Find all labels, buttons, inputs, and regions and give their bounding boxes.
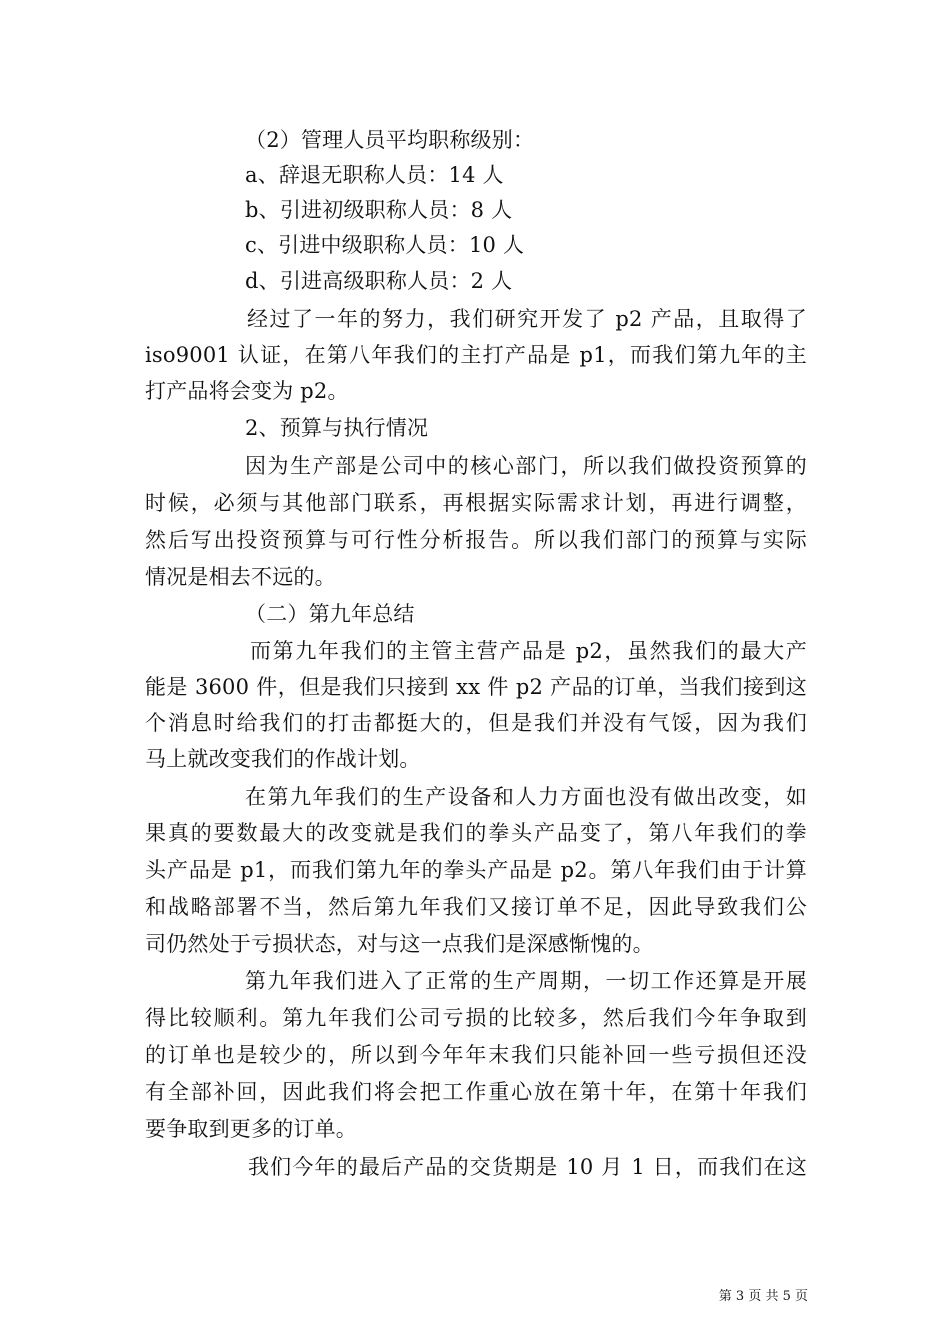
paragraph-line: 和战略部署不当，然后第九年我们又接订单不足，因此导致我们公 bbox=[145, 895, 807, 919]
paragraph-line: 在第九年我们的生产设备和人力方面也没有做出改变，如 bbox=[245, 785, 807, 809]
paragraph-line: 时候，必须与其他部门联系，再根据实际需求计划，再进行调整， bbox=[145, 491, 807, 515]
paragraph-line: 有全部补回，因此我们将会把工作重心放在第十年，在第十年我们 bbox=[145, 1080, 807, 1104]
paragraph-line: 能是 3600 件，但是我们只接到 xx 件 p2 产品的订单，当我们接到这 bbox=[145, 675, 807, 699]
paragraph-line: 我们今年的最后产品的交货期是 10 月 1 日，而我们在这 bbox=[248, 1155, 807, 1179]
list-item: d、引进高级职称人员：2 人 bbox=[245, 269, 513, 293]
page-number-footer: 第 3 页 共 5 页 bbox=[718, 1289, 808, 1304]
paragraph-line: 然后写出投资预算与可行性分析报告。所以我们部门的预算与实际 bbox=[145, 528, 807, 552]
paragraph-line: 打产品将会变为 p2。 bbox=[145, 379, 349, 403]
paragraph-line: 经过了一年的努力，我们研究开发了 p2 产品，且取得了 bbox=[247, 307, 807, 331]
paragraph-line: 而第九年我们的主管主营产品是 p2，虽然我们的最大产 bbox=[250, 639, 807, 663]
paragraph-line: 司仍然处于亏损状态，对与这一点我们是深感惭愧的。 bbox=[145, 932, 654, 956]
paragraph-line: 要争取到更多的订单。 bbox=[145, 1117, 357, 1141]
paragraph-line: 情况是相去不远的。 bbox=[145, 565, 336, 589]
paragraph-line: 个消息时给我们的打击都挺大的，但是我们并没有气馁，因为我们 bbox=[145, 711, 807, 735]
paragraph-line: 的订单也是较少的，所以到今年年末我们只能补回一些亏损但还没 bbox=[145, 1043, 807, 1067]
list-item: a、辞退无职称人员：14 人 bbox=[245, 163, 504, 187]
section-heading: （二）第九年总结 bbox=[245, 602, 415, 626]
paragraph-line: 果真的要数最大的改变就是我们的拳头产品变了，第八年我们的拳 bbox=[145, 821, 807, 845]
paragraph-line: 因为生产部是公司中的核心部门，所以我们做投资预算的 bbox=[245, 454, 807, 478]
list-item: b、引进初级职称人员：8 人 bbox=[245, 198, 513, 222]
section-heading: 2、预算与执行情况 bbox=[245, 416, 429, 440]
section-heading: （2）管理人员平均职称级别： bbox=[245, 128, 535, 152]
paragraph-line: iso9001 认证，在第八年我们的主打产品是 p1，而我们第九年的主 bbox=[145, 343, 807, 367]
paragraph-line: 第九年我们进入了正常的生产周期，一切工作还算是开展 bbox=[245, 969, 807, 993]
paragraph-line: 马上就改变我们的作战计划。 bbox=[145, 747, 421, 771]
paragraph-line: 头产品是 p1，而我们第九年的拳头产品是 p2。第八年我们由于计算 bbox=[145, 858, 807, 882]
paragraph-line: 得比较顺利。第九年我们公司亏损的比较多，然后我们今年争取到 bbox=[145, 1006, 807, 1030]
list-item: c、引进中级职称人员：10 人 bbox=[245, 233, 525, 257]
